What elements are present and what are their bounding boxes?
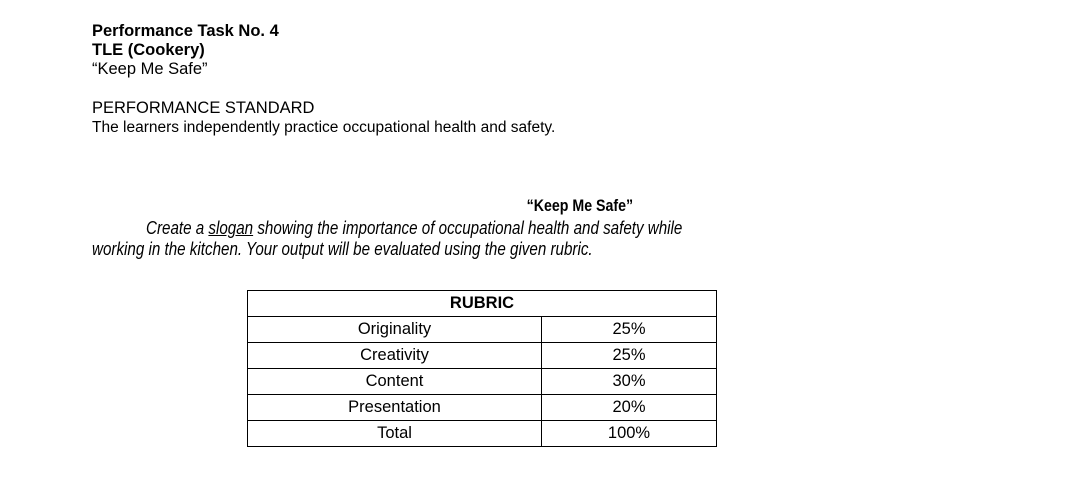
criterion-cell: Creativity [248, 343, 542, 369]
criterion-cell: Content [248, 369, 542, 395]
rubric-header: RUBRIC [248, 291, 717, 317]
weight-cell: 20% [542, 395, 717, 421]
activity-title-text: “Keep Me Safe” [526, 197, 634, 215]
instruction-line-2: working in the kitchen. Your output will be evaluated using the given rubric. [92, 238, 593, 259]
standard-text: The learners independently practice occupational health and safety. [92, 119, 556, 136]
table-row [248, 395, 717, 421]
criterion-cell: Total [248, 421, 542, 447]
rubric-header-row [248, 291, 717, 317]
table-row [248, 317, 717, 343]
instruction-line-1 [146, 218, 682, 237]
task-title: “Keep Me Safe” [92, 60, 208, 78]
table-row [248, 369, 717, 395]
table-row-total [248, 421, 717, 447]
instruction-text-a: Create a [146, 217, 209, 238]
criterion-cell: Presentation [248, 395, 542, 421]
table-row [248, 343, 717, 369]
instruction-text-b: showing the importance of occupational health and safety while [253, 217, 683, 238]
subject-title: TLE (Cookery) [92, 41, 205, 59]
weight-cell: 100% [542, 421, 717, 447]
standard-heading: PERFORMANCE STANDARD [92, 99, 315, 117]
activity-title [0, 197, 1080, 216]
instruction-keyword: slogan [208, 217, 254, 238]
weight-cell: 30% [542, 369, 717, 395]
weight-cell: 25% [542, 317, 717, 343]
task-number: Performance Task No. 4 [92, 22, 279, 40]
criterion-cell: Originality [248, 317, 542, 343]
rubric-table [247, 290, 717, 447]
weight-cell: 25% [542, 343, 717, 369]
